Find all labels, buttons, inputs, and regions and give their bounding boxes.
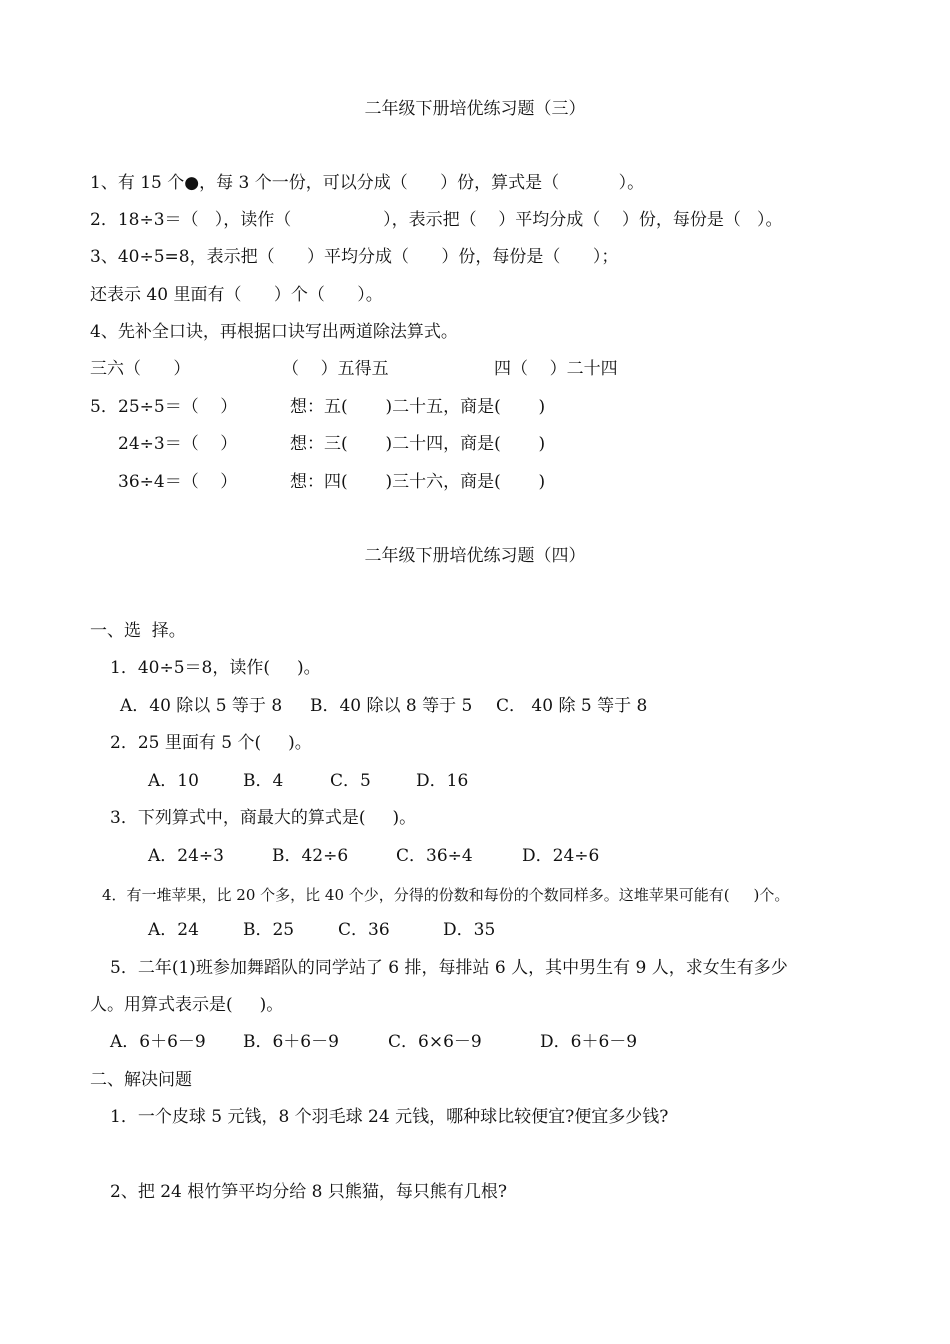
section4-title: 二年级下册培优练习题（四） [364, 546, 586, 566]
choice-4-option-c: C．36 [338, 920, 390, 940]
question-3-line-1: 3、40÷5=8，表示把（ ）平均分成（ ）份，每份是（ ）； [90, 247, 619, 267]
choice-4-question: 4．有一堆苹果，比 20 个多，比 40 个少，分得的份数和每份的个数同样多。这堆苹果可能有( )个。 [102, 886, 790, 904]
question-5-row-2-equation: 24÷3＝（ ） [118, 434, 238, 454]
part-2-heading: 二、解决问题 [90, 1070, 192, 1090]
choice-2-option-d: D．16 [416, 771, 469, 791]
choice-3-option-a: A．24÷3 [148, 846, 224, 866]
choice-4-option-d: D．35 [443, 920, 496, 940]
choice-3-option-d: D．24÷6 [522, 846, 600, 866]
question-5-row-3-think: 想：四( )三十六，商是( ) [290, 472, 546, 492]
choice-5-option-c: C．6×6－9 [388, 1032, 482, 1052]
choice-3-question: 3．下列算式中，商最大的算式是( )。 [110, 808, 417, 828]
part-1-heading: 一、选 择。 [90, 621, 186, 641]
choice-1-question: 1．40÷5＝8，读作( )。 [110, 658, 321, 678]
choice-1-option-c: C． 40 除 5 等于 8 [496, 696, 648, 716]
question-5-label: 5． [90, 397, 118, 417]
question-5-row-1-equation: 25÷5＝（ ） [118, 397, 238, 417]
question-5-row-2-think: 想：三( )二十四，商是( ) [290, 434, 546, 454]
choice-1-option-b: B．40 除以 8 等于 5 [310, 696, 473, 716]
question-5-row-3-equation: 36÷4＝（ ） [118, 472, 238, 492]
choice-3-option-b: B．42÷6 [272, 846, 349, 866]
question-3-line-2: 还表示 40 里面有（ ）个（ ）。 [90, 285, 383, 305]
question-4: 4、先补全口诀，再根据口诀写出两道除法算式。 [90, 322, 458, 342]
choice-2-option-c: C．5 [330, 771, 371, 791]
choice-5-option-a: A．6＋6－9 [110, 1032, 206, 1052]
choice-4-option-a: A．24 [148, 920, 199, 940]
question-5-row-1-think: 想：五( )二十五，商是( ) [290, 397, 546, 417]
question-4-item-1: 三六（ ） [90, 359, 191, 379]
problem-1: 1．一个皮球 5 元钱，8 个羽毛球 24 元钱，哪种球比较便宜?便宜多少钱? [110, 1107, 669, 1127]
section3-title: 二年级下册培优练习题（三） [364, 99, 586, 119]
choice-5-question-line-2: 人。用算式表示是( )。 [90, 995, 284, 1015]
choice-2-option-a: A．10 [148, 771, 199, 791]
question-2: 2．18÷3＝（ ），读作（ ），表示把（ ）平均分成（ ）份，每份是（ ）。 [90, 210, 783, 230]
choice-2-question: 2．25 里面有 5 个( )。 [110, 733, 312, 753]
question-4-item-2: （ ）五得五 [282, 359, 389, 379]
choice-4-option-b: B．25 [243, 920, 295, 940]
question-4-item-3: 四（ ）二十四 [494, 359, 618, 379]
choice-5-option-d: D．6＋6－9 [540, 1032, 638, 1052]
choice-1-option-a: A．40 除以 5 等于 8 [120, 696, 283, 716]
problem-2: 2、把 24 根竹笋平均分给 8 只熊猫，每只熊有几根? [110, 1182, 507, 1202]
choice-5-question-line-1: 5．二年(1)班参加舞蹈队的同学站了 6 排，每排站 6 人，其中男生有 9 人，求女生有多少 [110, 958, 788, 978]
choice-5-option-b: B．6＋6－9 [243, 1032, 339, 1052]
choice-2-option-b: B．4 [243, 771, 284, 791]
choice-3-option-c: C．36÷4 [396, 846, 473, 866]
question-1: 1、有 15 个●，每 3 个一份，可以分成（ ）份，算式是（ ）。 [90, 173, 645, 193]
